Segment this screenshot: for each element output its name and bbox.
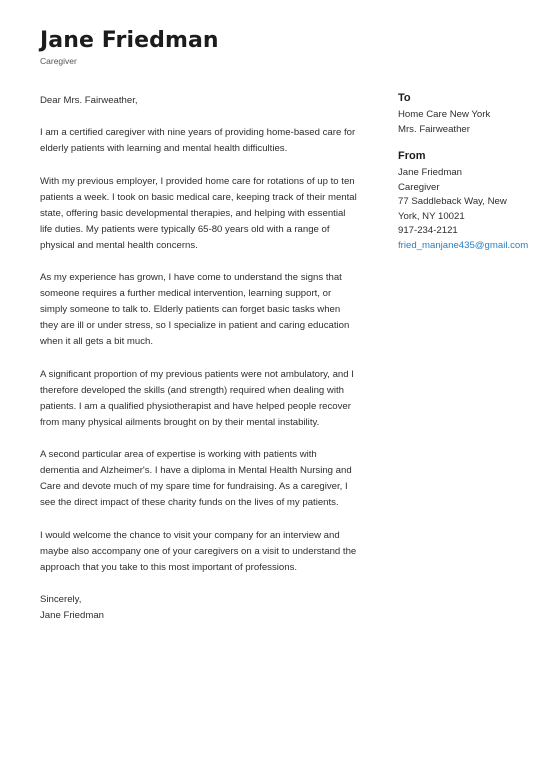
- from-name: Jane Friedman: [398, 167, 462, 178]
- paragraph-5: A second particular area of expertise is working with patients with dementia and Alzheimer's. I have a diploma in Mental Health Nursing and Care and devote much of my spare time for fundraising. As a caregiver, I see the direct impact of these charity funds on the lives of my patients.: [40, 449, 352, 508]
- paragraph-1: I am a certified caregiver with nine years of providing home-based care for elderly patients with learning and mental health difficulties.: [40, 127, 356, 154]
- signature: Jane Friedman: [40, 610, 104, 621]
- paragraph-4: A significant proportion of my previous patients were not ambulatory, and I therefore developed the skills (and strength) required when dealing with patients. I am a qualified physiotherapist and have helped people recover from many physical ailments brought on by their mental instability.: [40, 368, 354, 428]
- email-link[interactable]: fried_manjane435@gmail.com: [398, 239, 529, 251]
- address-line-2: York, NY 10021: [398, 210, 465, 222]
- contact-sidebar: [398, 91, 538, 265]
- closing-text: Sincerely,: [40, 594, 82, 605]
- to-block: [398, 91, 538, 137]
- sender-name: Jane Friedman: [40, 28, 219, 53]
- paragraph-6: I would welcome the chance to visit your company for an interview and maybe also accompany one of your caregivers on a visit to understand the approach that you take to this most important of professions.: [40, 529, 357, 573]
- to-heading: To: [398, 92, 411, 104]
- recipient-name: Mrs. Fairweather: [398, 123, 470, 135]
- address-line-1: 77 Saddleback Way, New: [398, 196, 507, 207]
- from-heading: From: [398, 150, 426, 162]
- phone-number: 917-234-2121: [398, 225, 458, 236]
- letter-body: [40, 93, 358, 624]
- salutation: Dear Mrs. Fairweather,: [40, 95, 138, 106]
- from-title: Caregiver: [398, 181, 440, 193]
- sender-title: Caregiver: [40, 56, 77, 66]
- letter-header: [40, 27, 219, 67]
- recipient-company: Home Care New York: [398, 109, 491, 120]
- paragraph-2: With my previous employer, I provided home care for rotations of up to ten patients a week. I took on basic medical care, keeping track of their mental state, offering basic developmental therapies, and helping with essential life duties. My patients were typically 65-80 years old with a range of physical and mental health concerns.: [40, 175, 357, 251]
- closing: [40, 592, 358, 624]
- from-block: [398, 149, 538, 253]
- paragraph-3: As my experience has grown, I have come to understand the signs that someone requires a further medical intervention, learning support, or simply someone to talk to. Elderly patients can forget basic tasks when they are ill or under stress, so I specialize in patient and caring education when it all gets a bit much.: [40, 272, 350, 347]
